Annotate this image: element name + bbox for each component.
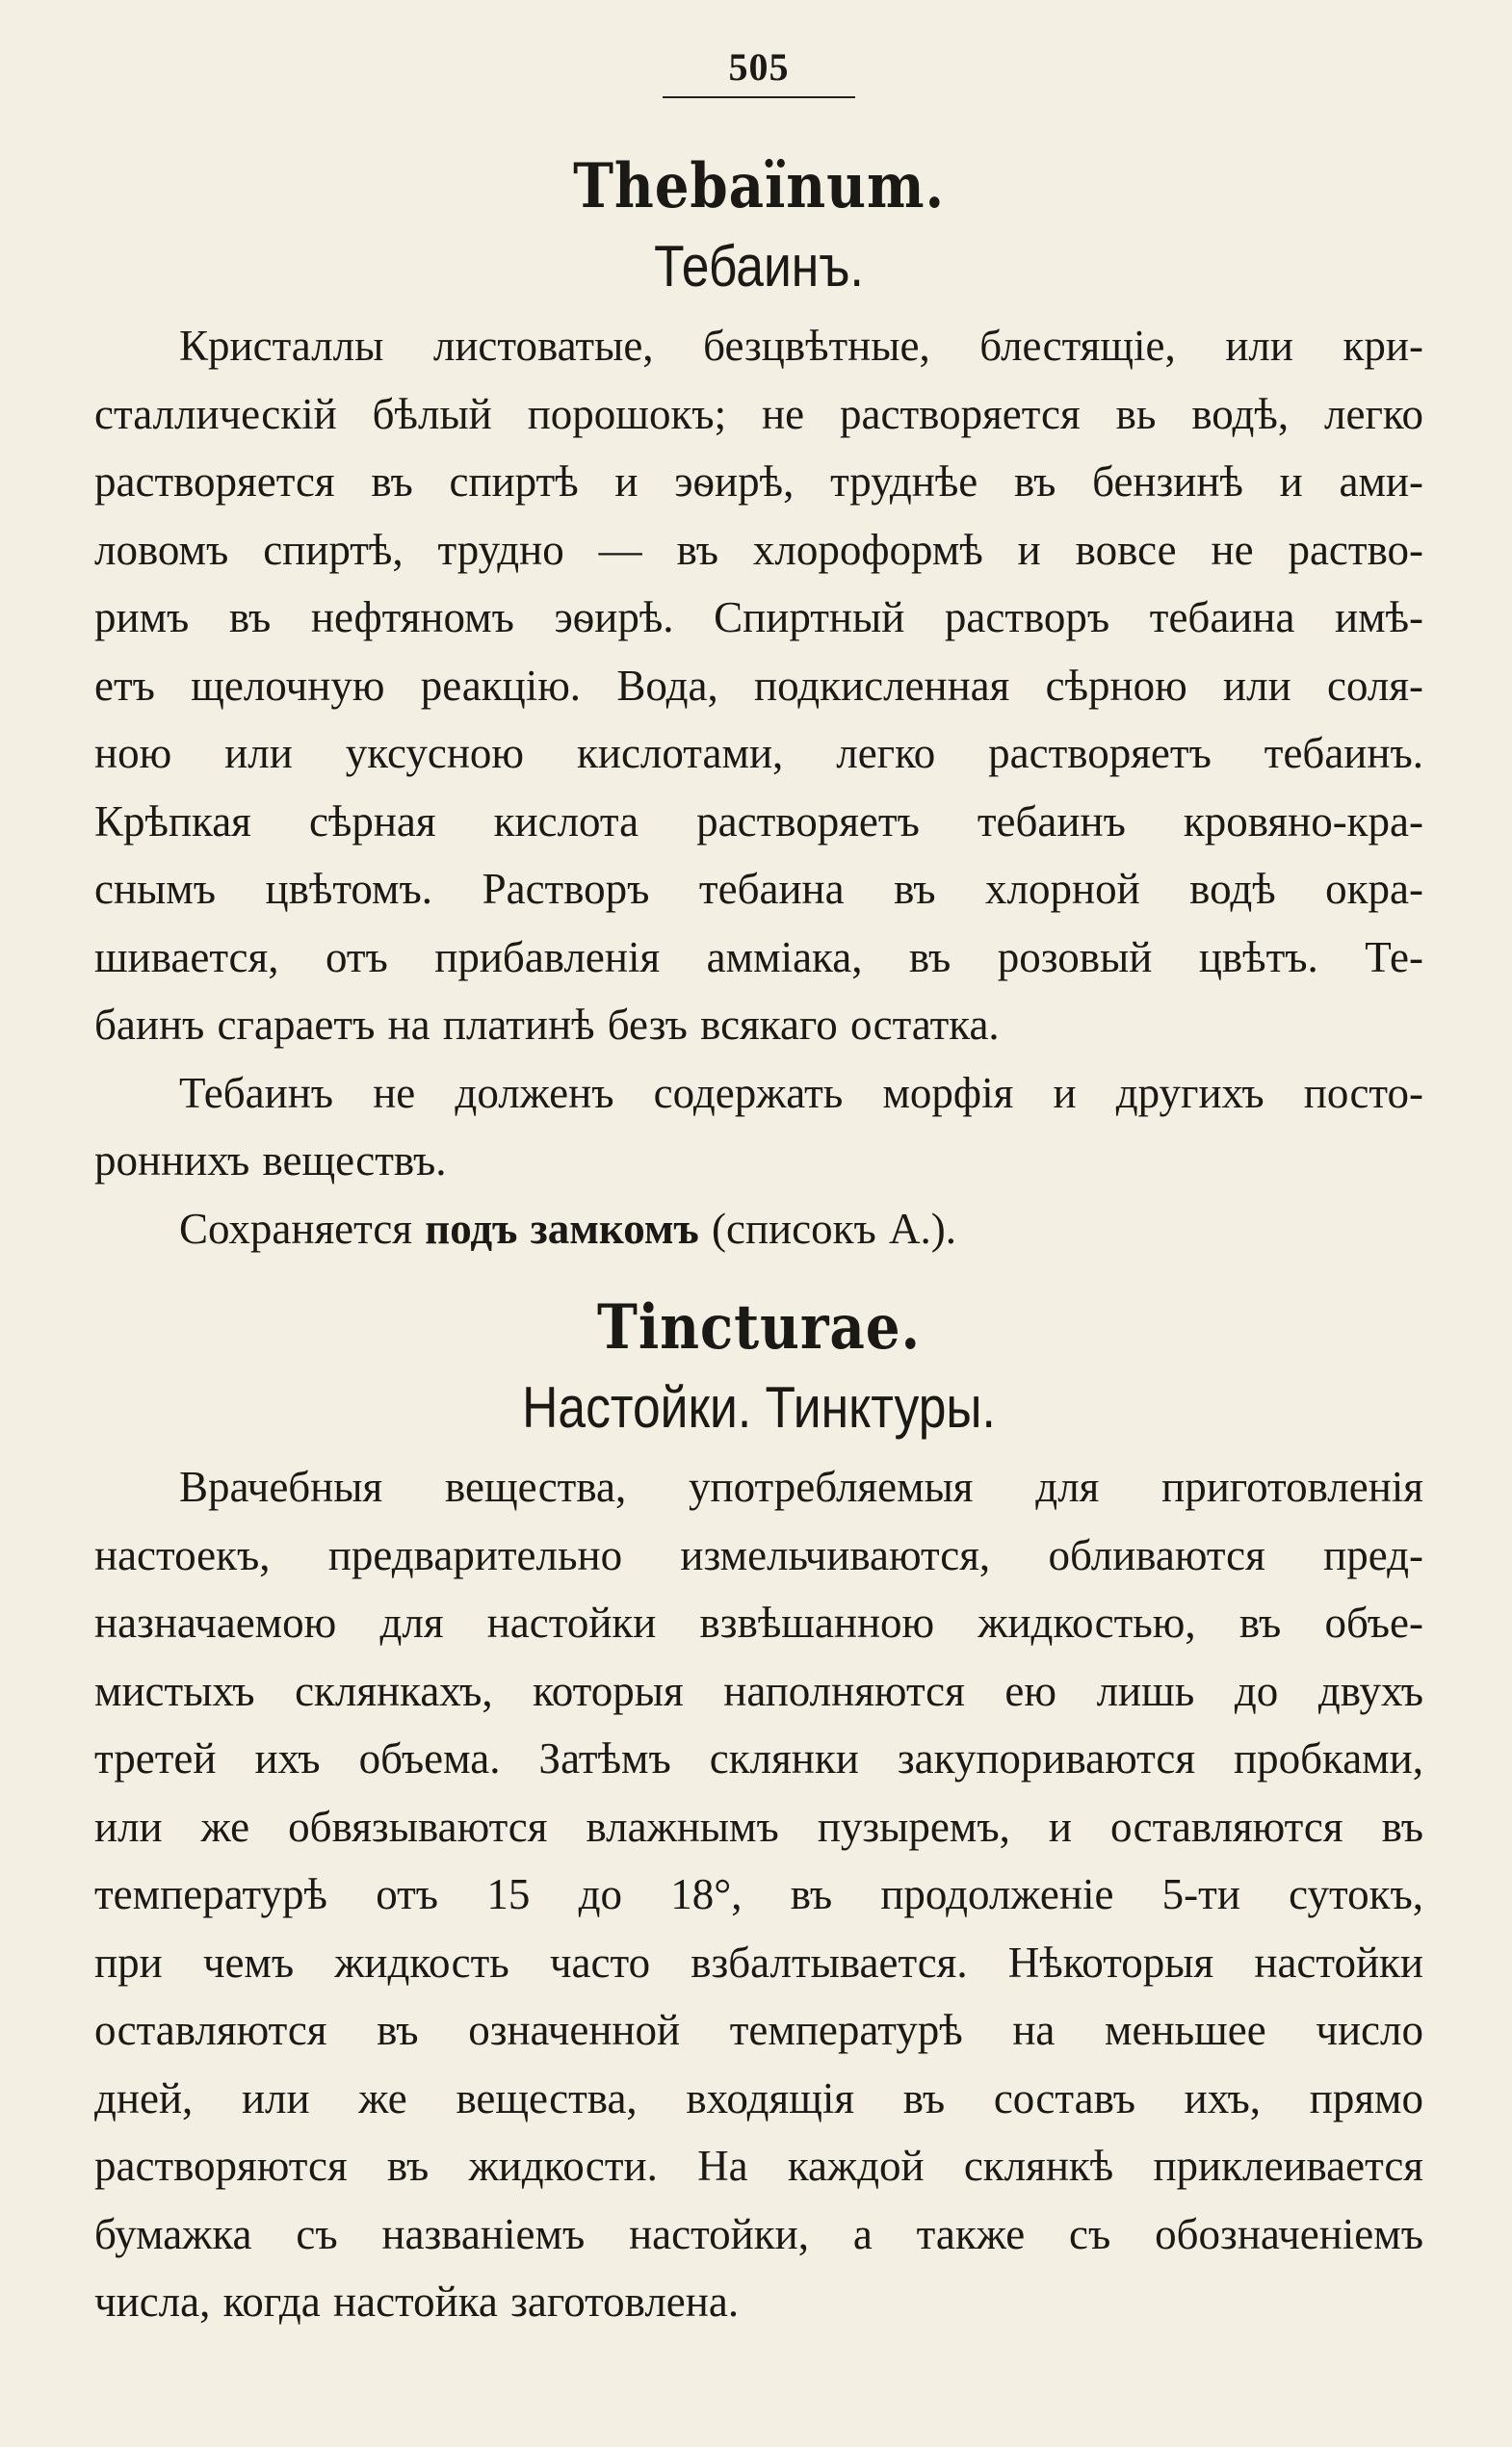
text-line: Кристаллы листоватые, безцвѣтные, блестящіе, или кри- — [179, 322, 1423, 370]
text-line: или же обвязываются влажнымъ пузыремъ, и оставляются въ — [94, 1802, 1423, 1851]
text-line: етъ щелочную реакцію. Вода, подкисленная сѣрною или соля- — [94, 661, 1423, 710]
text-line: ловомъ спиртѣ, трудно — въ хлороформѣ и вовсе не раство- — [94, 525, 1423, 574]
text-line: растворяется въ спиртѣ и эѳирѣ, труднѣе въ бензинѣ и ами- — [94, 457, 1423, 506]
text-line: ною или уксусною кислотами, легко растворяетъ тебаинъ. — [94, 729, 1423, 777]
text-line: температурѣ отъ 15 до 18°, въ продолженіе 5-ти сутокъ, — [94, 1870, 1423, 1918]
thebainum-description — [94, 312, 1423, 1059]
text-line: роннихъ веществъ. — [94, 1136, 447, 1184]
storage-prefix: Сохраняется — [179, 1204, 413, 1253]
text-line: сталлическій бѣлый порошокъ; не растворяется вь водѣ, легко — [94, 389, 1423, 438]
section-russian-title-tebain: Тебаинъ. — [654, 234, 864, 299]
text-line: Тебаинъ не долженъ содержать морфія и другихъ посто- — [179, 1068, 1423, 1117]
section-latin-title-tincturae: Tincturae. — [597, 1291, 921, 1364]
thebainum-storage — [94, 1195, 1423, 1263]
text-line: Крѣпкая сѣрная кислота растворяетъ тебаинъ кровяно-кра- — [94, 796, 1423, 846]
text-line: бумажка съ названіемъ настойки, а также съ обозначеніемъ — [94, 2209, 1423, 2258]
storage-suffix: (списокъ А.). — [712, 1204, 956, 1253]
page-number: 505 — [728, 45, 790, 89]
text-line: назначаемою для настойки взвѣшанною жидкостью, въ объе- — [94, 1599, 1423, 1647]
storage-bold-phrase: подъ замкомъ — [425, 1204, 699, 1253]
text-line: шивается, отъ прибавленія амміака, въ розовый цвѣтъ. Те- — [94, 932, 1423, 981]
text-line: оставляются въ означенной температурѣ на меньшее число — [94, 2006, 1423, 2054]
storage-line — [94, 1195, 1423, 1263]
text-line: Врачебныя вещества, употребляемыя для приготовленія — [179, 1463, 1423, 1511]
section-latin-title-thebainum: Thebaïnum. — [573, 150, 945, 222]
header-rule — [663, 96, 855, 98]
text-line: баинъ сгараетъ на платинѣ безъ всякаго остатка. — [94, 1001, 1000, 1049]
text-line: числа, когда настойка заготовлена. — [94, 2278, 740, 2326]
text-line: настоекъ, предварительно измельчиваются, обливаются пред- — [94, 1530, 1423, 1579]
text-line: дней, или же вещества, входящія въ составъ ихъ, прямо — [94, 2073, 1423, 2122]
section-russian-title-nastoiki: Настойки. Тинктуры. — [522, 1375, 996, 1440]
tincturae-description — [94, 1453, 1423, 2336]
text-line: растворяются въ жидкости. На каждой склянкѣ приклеивается — [94, 2142, 1423, 2190]
text-line: мистыхъ склянкахъ, которыя наполняются ею лишь до двухъ — [94, 1666, 1423, 1715]
text-line: снымъ цвѣтомъ. Растворъ тебаина въ хлорной водѣ окра- — [94, 865, 1423, 913]
text-line: третей ихъ объема. Затѣмъ склянки закупориваются пробками, — [94, 1734, 1423, 1783]
thebainum-purity — [94, 1059, 1423, 1195]
text-line: при чемъ жидкость часто взбалтывается. Нѣкоторыя настойки — [94, 1938, 1423, 1987]
text-line: римъ въ нефтяномъ эѳирѣ. Спиртный растворъ тебаина имѣ- — [94, 593, 1423, 641]
